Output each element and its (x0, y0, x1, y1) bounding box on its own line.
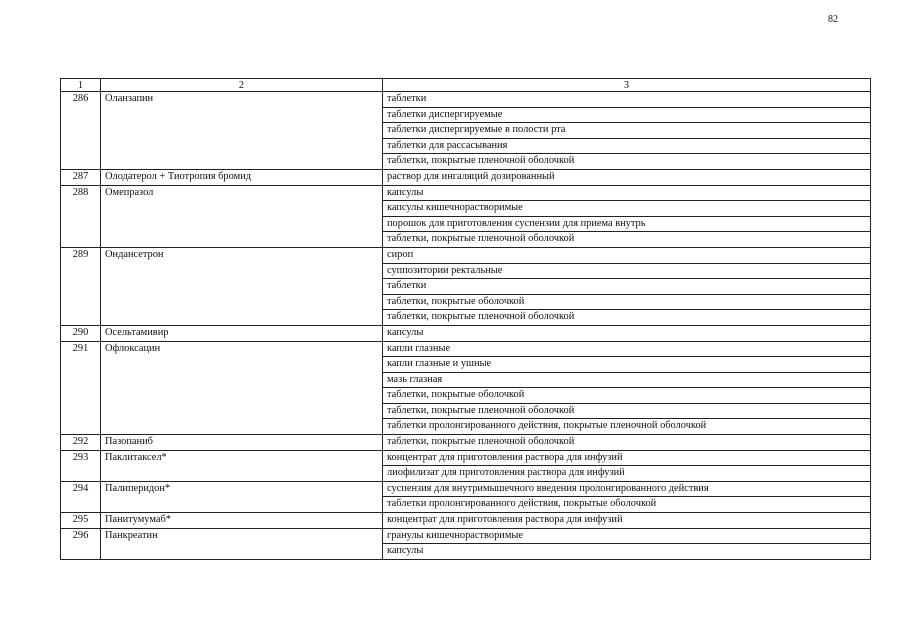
dosage-form: капсулы кишечнорастворимые (383, 201, 871, 217)
dosage-form: таблетки диспергируемые в полости рта (383, 123, 871, 139)
table-row (61, 185, 871, 201)
drug-number: 296 (61, 528, 101, 559)
dosage-form: таблетки, покрытые пленочной оболочкой (383, 232, 871, 248)
dosage-form: таблетки, покрытые оболочкой (383, 388, 871, 404)
table-row (61, 325, 871, 341)
dosage-form: концентрат для приготовления раствора для инфузий (383, 450, 871, 466)
dosage-form: лиофилизат для приготовления раствора для инфузий (383, 466, 871, 482)
drug-name: Ондансетрон (101, 247, 383, 325)
drug-number: 290 (61, 325, 101, 341)
table-row (61, 435, 871, 451)
drug-name: Оланзапин (101, 92, 383, 170)
drug-name: Панкреатин (101, 528, 383, 559)
table-header-row (61, 79, 871, 92)
dosage-form: раствор для ингаляций дозированный (383, 169, 871, 185)
dosage-form: суспензия для внутримышечного введения пролонгированного действия (383, 481, 871, 497)
drug-number: 289 (61, 247, 101, 325)
dosage-form: таблетки, покрытые пленочной оболочкой (383, 435, 871, 451)
table-row (61, 450, 871, 466)
drug-number: 294 (61, 481, 101, 512)
dosage-form: сироп (383, 247, 871, 263)
drug-number: 287 (61, 169, 101, 185)
drug-name: Панитумумаб* (101, 513, 383, 529)
dosage-form: капли глазные и ушные (383, 357, 871, 373)
drug-name: Осельтамивир (101, 325, 383, 341)
dosage-form: таблетки, покрытые оболочкой (383, 294, 871, 310)
drug-name: Палиперидон* (101, 481, 383, 512)
table-row (61, 92, 871, 108)
dosage-form: таблетки диспергируемые (383, 107, 871, 123)
dosage-form: порошок для приготовления суспензии для приема внутрь (383, 216, 871, 232)
table-row (61, 481, 871, 497)
dosage-form: капли глазные (383, 341, 871, 357)
dosage-form: таблетки пролонгированного действия, покрытые пленочной оболочкой (383, 419, 871, 435)
dosage-form: капсулы (383, 185, 871, 201)
drug-name: Омепразол (101, 185, 383, 247)
table-row (61, 513, 871, 529)
table-row (61, 247, 871, 263)
dosage-form: концентрат для приготовления раствора для инфузий (383, 513, 871, 529)
dosage-form: суппозитории ректальные (383, 263, 871, 279)
drug-forms-table (60, 78, 871, 560)
drug-name: Паклитаксел* (101, 450, 383, 481)
table-row (61, 169, 871, 185)
drug-number: 286 (61, 92, 101, 170)
drug-number: 293 (61, 450, 101, 481)
column-header-forms: 3 (383, 79, 871, 92)
drug-number: 295 (61, 513, 101, 529)
dosage-form: гранулы кишечнорастворимые (383, 528, 871, 544)
dosage-form: таблетки для рассасывания (383, 138, 871, 154)
dosage-form: таблетки, покрытые пленочной оболочкой (383, 403, 871, 419)
dosage-form: таблетки, покрытые пленочной оболочкой (383, 310, 871, 326)
dosage-form: таблетки пролонгированного действия, покрытые оболочкой (383, 497, 871, 513)
dosage-form: капсулы (383, 325, 871, 341)
table-row (61, 528, 871, 544)
dosage-form: таблетки (383, 279, 871, 295)
drug-name: Пазопаниб (101, 435, 383, 451)
column-header-number: 1 (61, 79, 101, 92)
table-body (61, 92, 871, 560)
dosage-form: таблетки (383, 92, 871, 108)
dosage-form: капсулы (383, 544, 871, 560)
table-row (61, 341, 871, 357)
drug-name: Офлоксацин (101, 341, 383, 435)
dosage-form: таблетки, покрытые пленочной оболочкой (383, 154, 871, 170)
page-number: 82 (828, 14, 838, 25)
drug-name: Олодатерол + Тиотропия бромид (101, 169, 383, 185)
drug-number: 292 (61, 435, 101, 451)
drug-number: 291 (61, 341, 101, 435)
dosage-form: мазь глазная (383, 372, 871, 388)
drug-number: 288 (61, 185, 101, 247)
column-header-name: 2 (101, 79, 383, 92)
